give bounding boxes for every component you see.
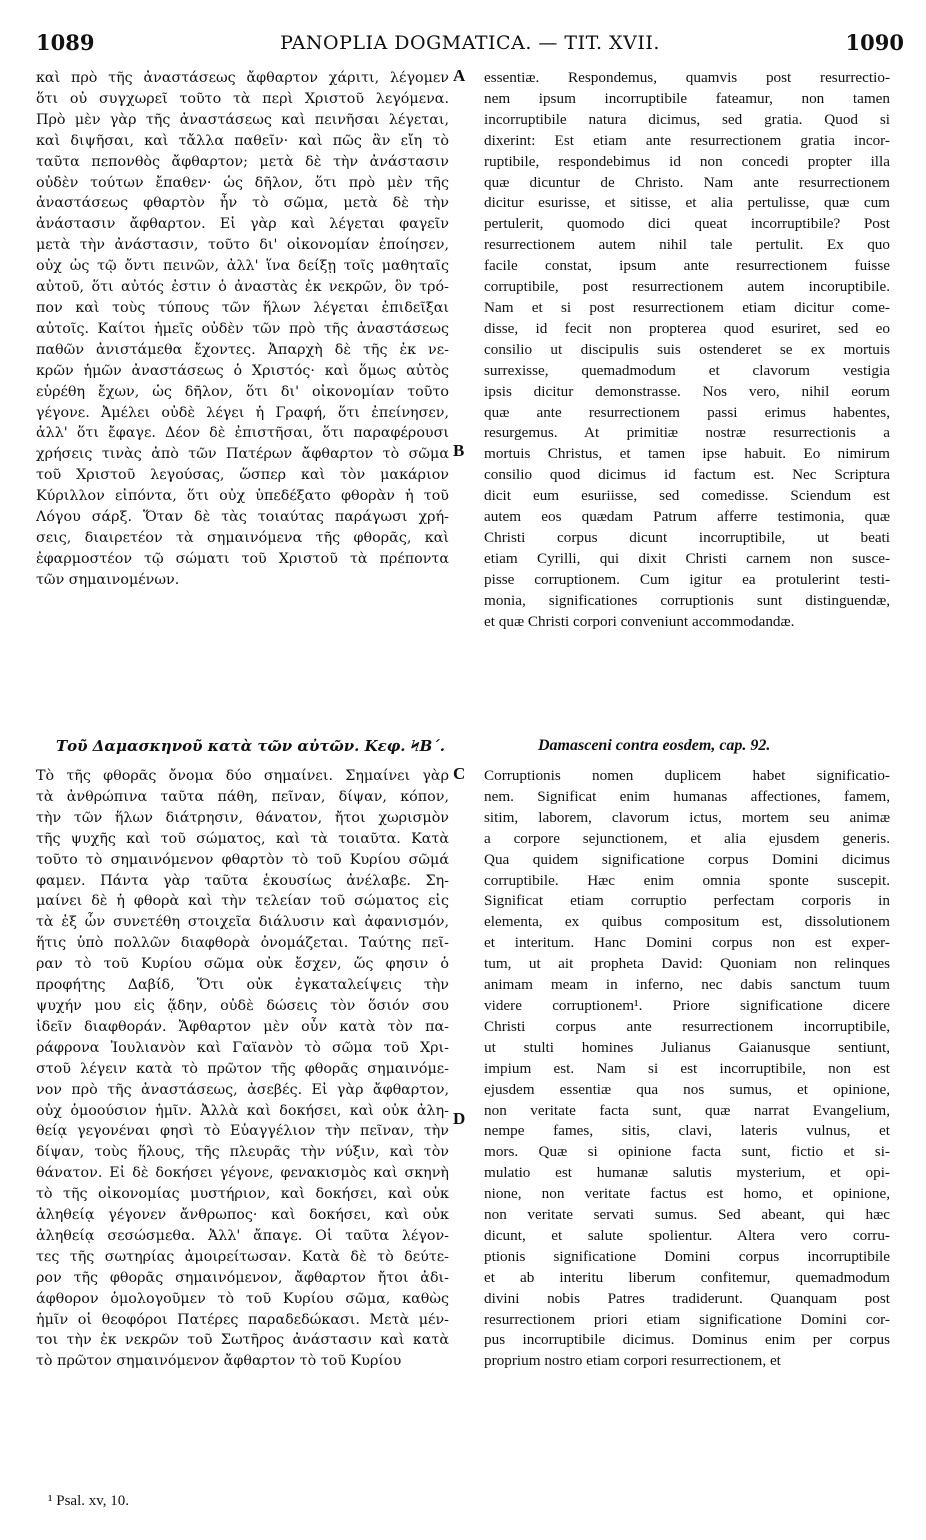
text-line: τῆς ψυχῆς καὶ τοῦ σώματος, καὶ τὰ τοιαῦτα. Κατὰ: [36, 830, 449, 847]
text-line: Κύριλλον εἰπόντα, ὅτι οὐχ ὑπεδέξατο φθορὰν ἡ τοῦ: [36, 488, 449, 505]
text-line: ρον τῆς φθορᾶς σημαινόμενον, ἄφθαρτον ἤτοι ἀδι-: [36, 1269, 449, 1286]
text-line: videre corruptionem¹. Priore significatione dicere: [484, 996, 890, 1014]
text-line: consilio quod dicimus id factum est. Nec Scriptura: [484, 466, 890, 484]
margin-marker-d: D: [453, 1109, 466, 1128]
text-line: Τὸ τῆς φθορᾶς ὄνομα δύο σημαίνει. Σημαίνει γὰρ: [36, 768, 449, 784]
text-line: ραν τὸ τοῦ Κυρίου σῶμα οὐκ ἔσχεν, ὥς φησιν ὁ: [36, 956, 449, 973]
text-line: οὐχ ὁμοούσιον ἡμῖν. Ἀλλὰ καὶ δοκήσει, καὶ οὐκ ἀλη-: [36, 1102, 449, 1119]
text-line: incorruptibile natura dicimus, sed gratia. Quod si: [484, 110, 890, 128]
text-line: Qua quidem significatione corpus Domini dicimus: [484, 850, 890, 868]
text-line: quæ ante resurrectionem passi erimus habentes,: [484, 403, 890, 421]
text-line: animam meam in inferno, nec dabis sanctum tuum: [484, 976, 890, 994]
text-line: ut stulti homines Julianus Gaianusque sentiunt,: [484, 1038, 890, 1056]
text-line: Nam et si post resurrectionem etiam dicitur come-: [484, 298, 890, 316]
text-line: non veritate facta sunt, quæ narrat Evangelium,: [484, 1101, 890, 1119]
text-line: φαμεν. Πάντα γὰρ ταῦτα ἑκουσίως ἀνέλαβε. Ση-: [36, 872, 449, 889]
footnote: ¹ Psal. xv, 10.: [48, 1493, 130, 1509]
text-line: προφήτης Δαβίδ, Ὅτι οὐκ ἐγκαταλείψεις τὴν: [36, 977, 449, 994]
text-line: Λόγου σάρξ. Ὅταν δὲ τὰς τοιαύτας παράγωσι χρή-: [36, 509, 449, 526]
text-line: pertulerit, quomodo dici queat incorruptibile? Post: [484, 215, 890, 233]
text-line: dicunt, et salute spolientur. Altera vero corru-: [484, 1226, 890, 1244]
text-line: pisse corruptionem. Cum igitur ea protulerint testi-: [484, 570, 890, 588]
text-line: mulatio est humanæ salutis mysterium, et opi-: [484, 1164, 890, 1182]
text-line: Corruptionis nomen duplicem habet significatio-: [484, 767, 890, 784]
text-line: Christi corpus dicunt incorruptibile, ut beati: [484, 528, 890, 546]
text-line: αὐτοῖς. Καίτοι ἡμεῖς οὐδὲν τῶν πρὸ τῆς ἀναστάσεως: [36, 320, 449, 337]
section-heading-latin: Damasceni contra eosdem, cap. 92.: [538, 737, 771, 754]
latin-column-bottom: [484, 766, 890, 1372]
text-line: ἀναστάσεως φθαρτὸν ἦν τὸ σῶμα, μετὰ δὲ τὴν: [36, 195, 449, 212]
text-line: quæ dicuntur de Christo. Nam ante resurrectionem: [484, 173, 890, 191]
text-line: ἥτις ὑπὸ πολλῶν διαφθορὰ ὀνομάζεται. Ταύτης πεῖ-: [36, 935, 449, 952]
margin-marker-a: A: [453, 66, 466, 85]
text-line: ἀνάστασιν ἄφθαρτον. Εἰ γὰρ καὶ λέγεται φαγεῖν: [36, 216, 449, 233]
text-line: tum, ut ait propheta David: Quoniam non relinques: [484, 955, 890, 973]
text-line: τοῦ Χριστοῦ λεγούσας, ὥσπερ καὶ τὸν μακάριον: [36, 467, 449, 484]
text-line: ἰδεῖν διαφθοράν. Ἄφθαρτον μὲν οὖν κατὰ τὸν πα-: [36, 1018, 449, 1035]
margin-marker-b: B: [453, 441, 465, 460]
section-heading-greek: Τοῦ Δαμασκηνοῦ κατὰ τῶν αὐτῶν. Κεφ. ϞΒ΄.: [56, 737, 445, 755]
text-line: disse, id fecit non propterea quod esuriret, sed eo: [484, 319, 890, 337]
running-title: PANOPLIA DOGMATICA. — TIT. XVII.: [280, 32, 660, 54]
text-line: χρήσεις τινὰς ἀπὸ τῶν Πατέρων ἄφθαρτον τὸ σῶμα: [36, 446, 449, 463]
text-line: dicitur esurisse, et sitisse, et alia pertulisse, quæ cum: [484, 194, 890, 212]
text-line: monia, significationes corruptionis sunt distinguendæ,: [484, 591, 890, 609]
text-line: mors. Quæ si opinione facta sunt, fictio et si-: [484, 1143, 890, 1161]
text-line: nem ipsum incorruptibile fateamur, non tamen: [484, 89, 890, 107]
text-line: resurrectionem priori etiam significatione Domini cor-: [484, 1310, 890, 1328]
text-line: τοι τὴν ἐκ νεκρῶν τοῦ Σωτῆρος ἀνάστασιν καὶ κατὰ: [36, 1332, 449, 1349]
text-line: τοῦτο τὸ σημαινόμενον φθαρτὸν τὸ τοῦ Κυρίου σῶμά: [36, 851, 449, 868]
text-line: ipsis dicitur demonstrasse. Nos vero, nihil eorum: [484, 382, 890, 400]
text-line: καὶ διψῆσαι, καὶ τἄλλα παθεῖν· καὶ πῶς ἂν εἴη τὸ: [36, 132, 449, 149]
text-line: a corpore sejunctionem, et alia ejusdem generis.: [484, 829, 890, 847]
text-line: κρῶν ἡμῶν ἀναστάσεως ὁ Χριστός· καὶ ὅμως αὐτὸς: [36, 362, 449, 379]
text-line: αὐτοῦ, ὅτι αὐτός ἐστιν ὁ ἀναστὰς ἐκ νεκρῶν, ὃν τρό-: [36, 279, 449, 296]
text-line: ἐφαρμοστέον τῷ σώματι τοῦ Χριστοῦ τὰ πρέποντα: [36, 550, 449, 567]
text-line: τὸ τῆς οἰκονομίας μυστήριον, καὶ δοκήσει, καὶ οὐκ: [36, 1186, 449, 1203]
text-line: οὐχ ὡς τῷ ὄντι πεινῶν, ἀλλ' ἵνα δείξῃ τοῖς μαθηταῖς: [36, 258, 449, 275]
text-line: τῶν σημαινομένων.: [36, 571, 180, 588]
text-line: corruptibile. Hæc enim omnia sponte suscepit.: [484, 871, 890, 889]
text-line: δίψαν, τοὺς ἥλους, τῆς πλευρᾶς τὴν νύξιν, καὶ τὸν: [36, 1144, 449, 1161]
text-line: καὶ πρὸ τῆς ἀναστάσεως ἄφθαρτον χάριτι, λέγομεν: [36, 70, 449, 86]
text-line: νον πρὸ τῆς ἀναστάσεως, ἀσεβές. Εἰ γὰρ ἄφθαρτον,: [36, 1081, 449, 1098]
text-line: non veritate servati sumus. Sed abeant, qui hæc: [484, 1206, 890, 1224]
text-line: εὑρέθη ἔχων, ὡς δῆλον, ὅτι δι' οἰκονομίαν τοῦτο: [36, 383, 449, 400]
text-line: nempe fames, sitis, clavi, lateris vulnus, et: [484, 1122, 890, 1140]
text-line: facile constat, ipsum ante resurrectionem fuisse: [484, 257, 890, 275]
text-line: μετὰ τὴν ἀνάστασιν, τοῦτο δι' οἰκονομίαν ἐποίησεν,: [36, 237, 449, 254]
text-line: impium est. Nam si est incorruptibile, non est: [484, 1059, 890, 1077]
text-line: ἀλλ' ὅτι ἔφαγε. Δέον δὲ ἐπιστῆσαι, ὅτι παραφέρουσι: [36, 425, 449, 442]
page-number-left: 1089: [36, 30, 95, 55]
text-line: resurgemus. At primitiæ nostræ resurrectionis a: [484, 424, 890, 442]
text-line: τὰ ἐξ ὧν συνετέθη στοιχεῖα διάλυσιν καὶ ἀφανισμόν,: [36, 914, 449, 931]
text-line: mortuis Christus, et tamen ipse habuit. Eo nimirum: [484, 445, 890, 463]
text-line: et quæ Christi corpori conveniunt accommodandæ.: [484, 612, 795, 630]
text-line: γέγονε. Ἀμέλει οὐδὲ λέγει ἡ Γραφή, ὅτι ἐπείνησεν,: [36, 404, 449, 421]
text-line: autem eos quædam Patrum afferre testimonia, quæ: [484, 508, 890, 526]
text-line: θάνατον. Εἰ δὲ δοκήσει γέγονε, φενακισμὸς καὶ σκηνὴ: [36, 1165, 449, 1182]
greek-column-bottom: [36, 766, 449, 1372]
text-line: σεις, διαιρετέον τὰ σημαινόμενα τῆς φθορᾶς, καὶ: [36, 529, 449, 546]
text-line: ptionis significatione Domini corpus incorruptibile: [484, 1247, 890, 1265]
page-header: [36, 30, 904, 60]
text-line: πον καὶ τοὺς τύπους τῶν ἥλων λέγεται ἐπιδεῖξαι: [36, 299, 449, 316]
text-line: στοῦ λέγειν κατὰ τὸ πρῶτον τῆς φθορᾶς σημαινόμε-: [36, 1060, 449, 1077]
text-line: nem. Significat enim humanas affectiones, famem,: [484, 787, 890, 805]
text-line: ἡμῖν οἱ θεοφόροι Πατέρες παραδεδώκασι. Μετὰ μέν-: [36, 1311, 449, 1328]
latin-column-top: [484, 68, 890, 632]
text-line: οὐδὲν τούτων ἔπαθεν· ὡς δῆλον, ὅτι πρὸ μὲν τῆς: [36, 174, 449, 191]
text-line: τὴν τῶν ἥλων διάτρησιν, θάνατον, ἤτοι χωρισμὸν: [36, 809, 449, 826]
text-line: Christi corpus ante resurrectionem incorruptibile,: [484, 1017, 890, 1035]
text-line: sitim, laborem, clavorum ictus, mortem seu animæ: [484, 808, 890, 826]
text-line: ὅτι οὐ συγχωρεῖ τοῦτο τὰ περὶ Χριστοῦ λεγόμενα.: [36, 90, 449, 107]
text-line: resurrectionem autem nihil tale pertulit. Ex quo: [484, 236, 890, 254]
text-line: άφθορον ὁμολογοῦμεν τὸ τοῦ Κυρίου σῶμα, καθὼς: [36, 1290, 449, 1307]
text-line: pus incorruptibile dicimus. Dominus enim per corpus: [484, 1331, 890, 1349]
text-line: ταῦτα πεπονθὸς ἄφθαρτον; μετὰ δὲ τὴν ἀνάστασιν: [36, 153, 449, 170]
text-line: consilio ut discipulis suis ostenderet se ex mortuis: [484, 340, 890, 358]
text-line: μαίνει δὲ ἡ φθορὰ καὶ τὴν τελείαν τοῦ σώματος εἰς: [36, 893, 449, 910]
text-line: proprium nostro etiam corpori resurrectionem, et: [484, 1352, 781, 1370]
text-line: corruptibile, post resurrectionem autem incoruptibile.: [484, 278, 890, 296]
text-line: essentiæ. Respondemus, quamvis post resurrectio-: [484, 69, 890, 86]
text-line: ἀληθείᾳ σεσώσμεθα. Ἀλλ' ἄπαγε. Οἱ ταῦτα λέγον-: [36, 1227, 449, 1244]
text-line: divini nobis Patres tradiderunt. Quanquam post: [484, 1289, 890, 1307]
text-line: et ab interitu liberum confitemur, quemadmodum: [484, 1268, 890, 1286]
text-line: θείᾳ γεγονέναι φησὶ τὸ Εὐαγγέλιον τὴν πεῖναν, τὴν: [36, 1123, 449, 1140]
text-line: Significat etiam corruptio perfectam corporis in: [484, 892, 890, 910]
text-line: nione, non veritate factus est homo, et opinione,: [484, 1185, 890, 1203]
text-line: etiam Cyrilli, qui dixit Christi carnem non susce-: [484, 549, 890, 567]
greek-column-top: [36, 68, 449, 591]
text-line: ruptibile, respondebimus id non concedi propter illa: [484, 152, 890, 170]
text-line: et interitum. Hanc Domini corpus non est exper-: [484, 934, 890, 952]
text-line: Πρὸ μὲν γὰρ τῆς ἀναστάσεως καὶ πεινῆσαι λέγεται,: [36, 111, 449, 128]
text-line: elementa, ex quibus compositum est, dissolutionem: [484, 913, 890, 931]
text-line: τες τῆς σωτηρίας ἀμοιρείτωσαν. Κατὰ δὲ τὸ δεύτε-: [36, 1248, 449, 1265]
page-number-right: 1090: [845, 30, 904, 55]
margin-marker-c: C: [453, 764, 466, 783]
text-line: ψυχήν μου εἰς ᾅδην, οὐδὲ δώσεις τὸν ὅσιόν σου: [36, 997, 449, 1014]
text-line: dicit eum esuriisse, sed comedisse. Sciendum est: [484, 487, 890, 505]
text-line: ἀληθείᾳ γέγονεν ἄνθρωπος· καὶ δοκήσει, καὶ οὐκ: [36, 1207, 449, 1224]
text-line: τὸ πρῶτον σημαινόμενον ἄφθαρτον τὸ τοῦ Κυρίου: [36, 1353, 402, 1370]
text-line: ejusdem essentiæ qua nos sumus, et opinione,: [484, 1080, 890, 1098]
text-line: dixerint: Est etiam ante resurrectionem gratia incor-: [484, 131, 890, 149]
text-line: ράφρονα Ἰουλιανὸν καὶ Γαϊανὸν τὸ σῶμα τοῦ Χρι-: [36, 1039, 449, 1056]
text-line: παθῶν ἀνιστάμεθα ἔχοντες. Ἀπαρχὴ δὲ τῆς ἐκ νε-: [36, 341, 449, 358]
text-line: surrexisse, quemadmodum et clavorum vestigia: [484, 361, 890, 379]
text-line: τὰ ἀνθρώπινα ταῦτα πάθη, πεῖναν, δίψαν, κόπον,: [36, 788, 449, 805]
